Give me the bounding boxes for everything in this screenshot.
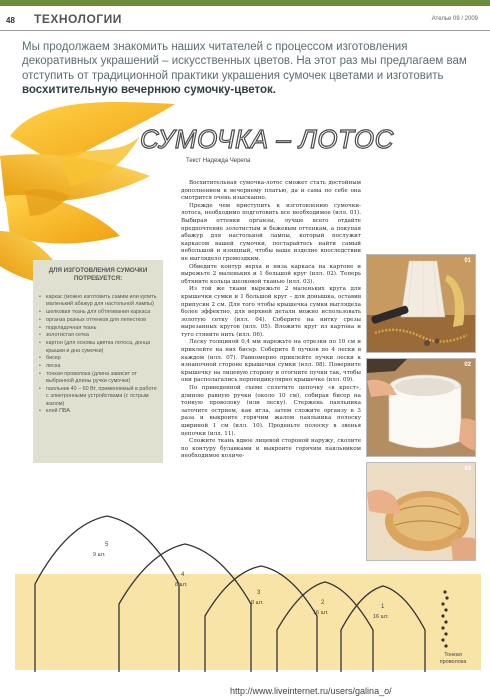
page-number: 48 [6,16,15,25]
pattern-band [15,574,481,670]
section-title: ТЕХНОЛОГИИ [34,12,122,26]
photo-frame-wrapping-image [367,359,476,457]
pattern-number: 4 [181,572,185,578]
brand-strip [0,0,490,6]
step-photo-01 [366,254,476,353]
body-paragraph: Восхитительная сумочка-лотос сможет стать достойным дополнением к вечернему платью, да и сама по себе она смотрится очень изысканно. [181,180,361,202]
pattern-number: 1 [381,604,385,610]
pattern-shapes [15,512,481,680]
materials-item: • леска [39,363,159,370]
materials-sidebar [33,260,163,463]
pattern-number: 5 [105,542,109,548]
materials-item: • каркас (можно изготовить самим или купить маленький абажур для настольной лампы) [39,294,159,309]
body-paragraph: Из той же ткани вырежьте 2 маленьких круга для крышечки сумки и 1 большой круг – для донышка, оставив припуски 2 см. Для того чтобы крышечка сумки выглядела более эффектно, для верхней детали можно использовать золотую сетку (илл. 04). Соберите на нитку срезы вырезанных кругов (илл. 05). Вложите круг из картона и туго стяните нить (илл. 06). [181,286,361,338]
body-paragraph: Прежде чем приступить к изготовлению сумочки-лотоса, необходимо подготовить все необходимое (илл. 01). Выбирая оттенки органзы, лучше всего отдайте предпочтение золотистым и бежевым оттенкам, а покупая абажур для настольной лампы, который послужит каркасом вашей сумочки, постарайтесь найти самый небольшой и изящный, чтобы ваше изделие впоследствии не выглядело громоздким. [181,202,361,262]
materials-list [39,294,159,416]
photo-label: 03 [464,466,471,472]
body-paragraph: По приведенной схеме сплетите цепочку «в крест», длиною равную ручки (около 10 см), собирая бисер на тонкую проволоку (или леску). Стержень паяльника заточите острием, как игла, затем сложите органзу в 3 раза и выкроите горячим жалом паяльника полоску шириной 1 см (илл. 10). Проденьте полоску в звенья цепочки (илл. 11). [181,385,361,437]
body-paragraph: Леску толщиной 0,4 мм нарежьте на отрезки по 10 см и приклейте на них бисер. Соберите 8 пучков по 4 лески в каждом (илл. 07). Равномерно приклейте пучки лески к изнаночной стороне крышечки сумки (илл. 08). Поверните крышечку на лицевую сторону и отогните пучки так, чтобы они располагались перпендикулярно крышечке (илл. 09). [181,339,361,384]
pattern-count: 8 шт. [175,582,188,588]
intro-accent: восхитительную вечернюю сумочку-цветок. [22,83,276,96]
intro-paragraph [22,40,477,97]
materials-item: • золотистая сетка [39,332,159,339]
body-paragraph: Обведите контур верха и низа каркаса на картоне и вырежьте 2 маленьких и 1 большой круг (илл. 02). Теперь обтяните кольца шелковой тканью (илл. 03). [181,263,361,285]
photo-materials-image [367,255,476,353]
pattern-count: 16 шт. [373,614,389,620]
chain-note: Тонкая проволока [439,652,467,665]
materials-item: • клей ПВА [39,408,159,415]
body-paragraph: Сложите ткань вдвое лицевой стороной наружу, сколите по контуру булавками и выкроите горячим паяльником необходимое количе- [181,438,361,460]
article-title: СУМОЧКА – ЛОТОС [140,124,394,154]
photo-label: 01 [464,258,471,264]
photo-label: 02 [464,362,471,368]
step-photo-02 [366,358,476,457]
pattern-number: 2 [321,600,325,606]
materials-item: • картон (для основы цветка лотоса, донца крышки и дна сумочки) [39,340,159,355]
source-url: http://www.liveinternet.ru/users/galina_o/ [230,686,392,696]
petal-pattern-diagram [15,512,481,680]
materials-item: • подкладочная ткань [39,325,159,332]
pattern-count: 9 шт. [93,552,106,558]
intro-text: Мы продолжаем знакомить наших читателей с процессом изготовления декоративных украшений – искусственных цветов. На этот раз мы предлагаем вам отступить от традиционной практики украшения сумочек цветами и изготовить [22,41,467,82]
issue-label: Ателье 09 / 2009 [431,16,478,22]
pattern-number: 3 [257,590,261,596]
materials-item: • бисер [39,355,159,362]
materials-item: • органза разных оттенков для лепестков [39,317,159,324]
materials-item: • тонкая проволока (длина зависит от выбранной длины ручки сумочки) [39,371,159,386]
byline: Текст Надежда Черепа [186,158,251,164]
header-divider [0,30,490,31]
sidebar-title: ДЛЯ ИЗГОТОВЛЕНИЯ СУМОЧКИ ПОТРЕБУЕТСЯ: [48,267,148,282]
materials-item: • паяльник 40 – 60 Вт, применяемый в работе с электронными устройствами (с острым жалом) [39,386,159,408]
article-body [181,180,361,461]
pattern-count: 16 шт. [313,610,329,616]
pattern-count: 8 шт. [251,600,264,606]
materials-item: • шелковая ткань для обтягивания каркаса [39,309,159,316]
